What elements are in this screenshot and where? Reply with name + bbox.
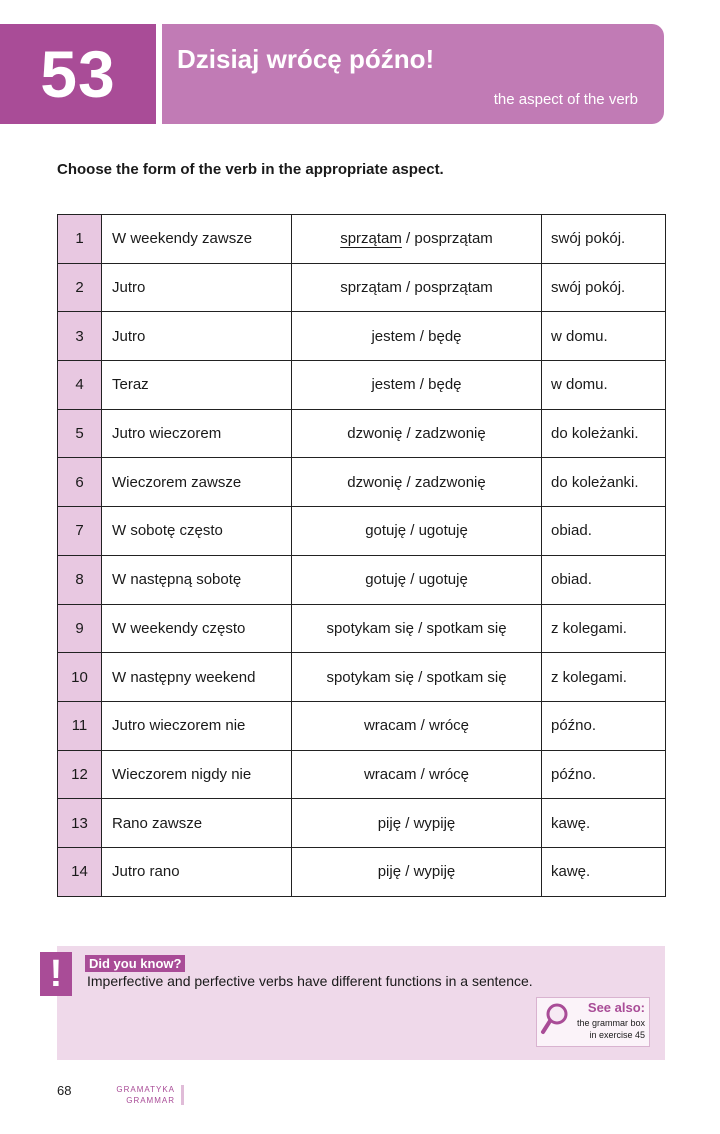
verb-choice xyxy=(292,555,542,604)
exercise-number: 53 xyxy=(0,24,156,124)
perfective-option[interactable]: ugotuję xyxy=(418,522,468,540)
imperfective-option[interactable]: jestem xyxy=(371,376,416,394)
table-row xyxy=(58,458,666,507)
option-separator: / xyxy=(413,619,427,637)
imperfective-option[interactable]: dzwonię xyxy=(347,473,403,491)
option-separator: / xyxy=(402,425,415,443)
sentence-end: z kolegami. xyxy=(542,604,666,653)
imperfective-option[interactable]: wracam xyxy=(363,765,417,783)
sentence-end: późno. xyxy=(542,701,666,750)
option-separator: / xyxy=(416,717,429,735)
table-row xyxy=(58,750,666,799)
perfective-option[interactable]: wrócę xyxy=(429,717,470,735)
table-row xyxy=(58,263,666,312)
footer-label-polish: GRAMATYKA xyxy=(116,1085,175,1094)
table-row xyxy=(58,847,666,896)
footer-divider xyxy=(181,1085,184,1105)
imperfective-option[interactable]: spotykam się xyxy=(326,668,414,686)
option-separator: / xyxy=(416,765,429,783)
perfective-option[interactable]: posprzątam xyxy=(414,279,493,297)
perfective-option[interactable]: zadzwonię xyxy=(414,473,486,491)
perfective-option[interactable]: wypiję xyxy=(413,863,456,881)
imperfective-option[interactable]: sprzątam xyxy=(340,230,402,248)
sentence-start: W następny weekend xyxy=(102,653,292,702)
did-you-know-text: Imperfective and perfective verbs have different functions in a sentence. xyxy=(87,973,533,989)
exercise-subtitle: the aspect of the verb xyxy=(493,91,638,108)
option-separator: / xyxy=(415,327,429,345)
verb-choice xyxy=(292,653,542,702)
sentence-end: z kolegami. xyxy=(542,653,666,702)
exclamation-icon: ! xyxy=(40,952,72,996)
perfective-option[interactable]: zadzwonię xyxy=(414,425,486,443)
exercise-table xyxy=(57,214,666,897)
imperfective-option[interactable]: piję xyxy=(377,863,402,881)
verb-choice xyxy=(292,604,542,653)
table-row xyxy=(58,507,666,556)
footer-label-english: GRAMMAR xyxy=(126,1096,175,1105)
perfective-option[interactable]: ugotuję xyxy=(418,571,468,589)
row-number: 4 xyxy=(58,361,102,410)
sentence-end: swój pokój. xyxy=(542,263,666,312)
imperfective-option[interactable]: gotuję xyxy=(365,571,407,589)
verb-choice xyxy=(292,312,542,361)
see-also-box xyxy=(536,997,650,1047)
option-separator: / xyxy=(406,571,419,589)
sentence-end: obiad. xyxy=(542,555,666,604)
sentence-end: kawę. xyxy=(542,799,666,848)
row-number: 7 xyxy=(58,507,102,556)
perfective-option[interactable]: spotkam się xyxy=(426,668,507,686)
imperfective-option[interactable]: wracam xyxy=(363,717,417,735)
option-separator: / xyxy=(401,814,414,832)
sentence-start: Jutro xyxy=(102,312,292,361)
sentence-start: W weekendy często xyxy=(102,604,292,653)
verb-choice xyxy=(292,215,542,264)
sentence-start: Rano zawsze xyxy=(102,799,292,848)
row-number: 3 xyxy=(58,312,102,361)
option-separator: / xyxy=(415,376,429,394)
verb-choice xyxy=(292,458,542,507)
did-you-know-label: Did you know? xyxy=(85,955,185,972)
sentence-start: Jutro wieczorem nie xyxy=(102,701,292,750)
perfective-option[interactable]: posprzątam xyxy=(414,230,493,248)
sentence-start: Wieczorem nigdy nie xyxy=(102,750,292,799)
page-number: 68 xyxy=(57,1083,72,1098)
sentence-end: swój pokój. xyxy=(542,215,666,264)
verb-choice xyxy=(292,409,542,458)
sentence-start: Wieczorem zawsze xyxy=(102,458,292,507)
table-row xyxy=(58,653,666,702)
row-number: 12 xyxy=(58,750,102,799)
table-row xyxy=(58,799,666,848)
verb-choice xyxy=(292,750,542,799)
row-number: 9 xyxy=(58,604,102,653)
verb-choice xyxy=(292,507,542,556)
table-row xyxy=(58,701,666,750)
verb-choice xyxy=(292,263,542,312)
row-number: 11 xyxy=(58,701,102,750)
imperfective-option[interactable]: piję xyxy=(377,814,402,832)
imperfective-option[interactable]: gotuję xyxy=(365,522,407,540)
sentence-start: W następną sobotę xyxy=(102,555,292,604)
perfective-option[interactable]: wypiję xyxy=(413,814,456,832)
perfective-option[interactable]: będę xyxy=(428,327,462,345)
table-row xyxy=(58,312,666,361)
perfective-option[interactable]: spotkam się xyxy=(426,619,507,637)
sentence-start: W weekendy zawsze xyxy=(102,215,292,264)
table-row xyxy=(58,409,666,458)
row-number: 1 xyxy=(58,215,102,264)
see-also-line-2: in exercise 45 xyxy=(589,1030,645,1040)
verb-choice xyxy=(292,361,542,410)
sentence-end: późno. xyxy=(542,750,666,799)
sentence-end: do koleżanki. xyxy=(542,409,666,458)
option-separator: / xyxy=(401,279,415,297)
sentence-end: kawę. xyxy=(542,847,666,896)
imperfective-option[interactable]: spotykam się xyxy=(326,619,414,637)
exercise-title: Dzisiaj wrócę późno! xyxy=(177,44,435,74)
sentence-start: Jutro wieczorem xyxy=(102,409,292,458)
option-separator: / xyxy=(406,522,419,540)
see-also-title: See also: xyxy=(587,1000,645,1015)
magnifier-icon xyxy=(540,1002,570,1036)
imperfective-option[interactable]: sprzątam xyxy=(340,279,402,297)
row-number: 13 xyxy=(58,799,102,848)
footer-section-label xyxy=(100,1084,175,1106)
row-number: 10 xyxy=(58,653,102,702)
table-row xyxy=(58,215,666,264)
table-row xyxy=(58,555,666,604)
verb-choice xyxy=(292,701,542,750)
title-banner xyxy=(162,24,664,124)
sentence-end: w domu. xyxy=(542,361,666,410)
sentence-start: W sobotę często xyxy=(102,507,292,556)
option-separator: / xyxy=(402,473,415,491)
row-number: 8 xyxy=(58,555,102,604)
sentence-start: Jutro xyxy=(102,263,292,312)
row-number: 14 xyxy=(58,847,102,896)
option-separator: / xyxy=(413,668,427,686)
row-number: 6 xyxy=(58,458,102,507)
table-row xyxy=(58,604,666,653)
imperfective-option[interactable]: dzwonię xyxy=(347,425,403,443)
perfective-option[interactable]: będę xyxy=(428,376,462,394)
see-also-line-1: the grammar box xyxy=(576,1018,645,1028)
option-separator: / xyxy=(401,863,414,881)
sentence-end: w domu. xyxy=(542,312,666,361)
instruction: Choose the form of the verb in the appropriate aspect. xyxy=(57,161,444,178)
table-row xyxy=(58,361,666,410)
imperfective-option[interactable]: jestem xyxy=(371,327,416,345)
perfective-option[interactable]: wrócę xyxy=(429,765,470,783)
option-separator: / xyxy=(401,230,415,248)
sentence-end: do koleżanki. xyxy=(542,458,666,507)
row-number: 2 xyxy=(58,263,102,312)
sentence-start: Teraz xyxy=(102,361,292,410)
sentence-start: Jutro rano xyxy=(102,847,292,896)
verb-choice xyxy=(292,847,542,896)
sentence-end: obiad. xyxy=(542,507,666,556)
row-number: 5 xyxy=(58,409,102,458)
verb-choice xyxy=(292,799,542,848)
